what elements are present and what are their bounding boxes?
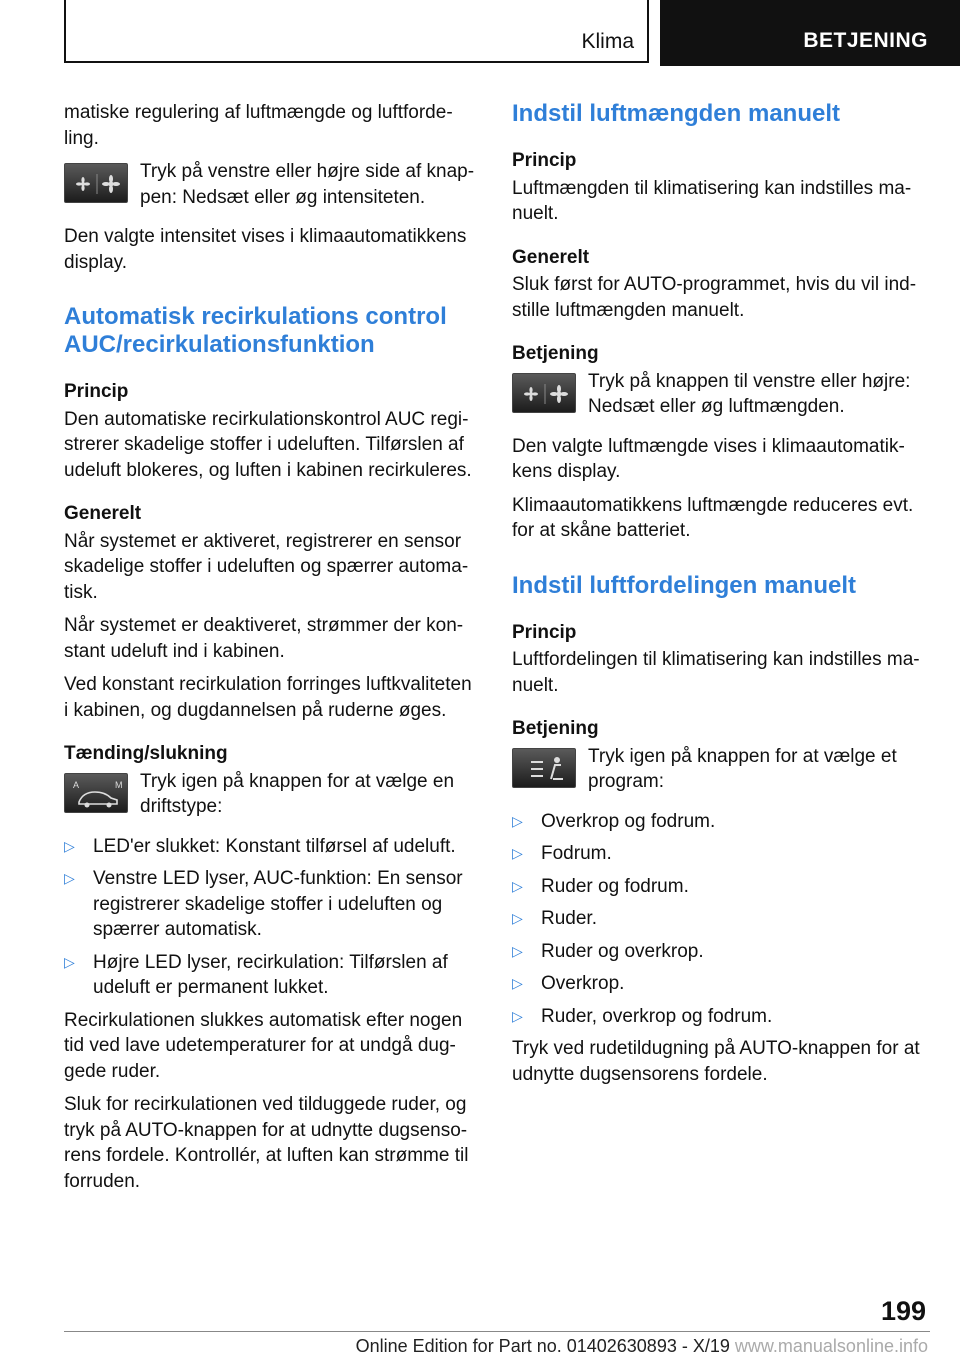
betjening2-text: Tryk igen på knappen for at vælge et program: — [588, 745, 897, 792]
list-item — [512, 841, 930, 867]
triangle-right-outline-icon: ▷ — [512, 942, 523, 959]
fan-button-icon — [64, 163, 128, 203]
auc-recirculation-button-icon — [64, 773, 128, 813]
list-item — [512, 971, 930, 997]
display-text: Den valgte luftmængde vises i klimaautomatik-kens display. — [512, 435, 905, 482]
generelt-paragraph-2: Når systemet er deaktiveret, strømmer der kon-stant udeluft ind i kabinen. — [64, 615, 464, 662]
list-item-text: Overkrop og fodrum. — [541, 810, 716, 832]
triangle-right-outline-icon: ▷ — [512, 910, 523, 926]
heading-luftmaengde: Indstil luftmængden manuelt — [512, 100, 840, 127]
list-item — [64, 834, 476, 860]
princip-text: Luftmængden til klimatisering kan indstilles ma-nuelt. — [512, 177, 912, 224]
mode-list — [64, 834, 476, 1001]
spacer — [64, 491, 476, 501]
triangle-right-outline-icon: ▷ — [64, 953, 75, 970]
svg-text:M: M — [115, 779, 123, 790]
princip2-text: Luftfordelingen til klimatisering kan indstilles ma-nuelt. — [512, 649, 920, 696]
list-item — [512, 939, 930, 965]
list-item — [64, 866, 476, 943]
spacer — [512, 706, 930, 716]
subheading-princip: Princip — [512, 150, 577, 171]
subheading-betjening: Betjening — [512, 718, 599, 739]
list-item — [512, 809, 930, 835]
page-footer — [356, 1336, 928, 1357]
list-item — [512, 1004, 930, 1030]
svg-text:A: A — [73, 779, 80, 790]
subheading-generelt: Generelt — [512, 246, 590, 268]
spacer — [64, 731, 476, 741]
fan-button-icon — [512, 373, 576, 413]
list-item — [512, 906, 930, 932]
air-distribution-button-icon — [512, 748, 576, 788]
after-paragraph-2: Sluk for recirkulationen ved tilduggede ruder, og tryk på AUTO-knappen for at udnytte dugsenso-rens fordele. Kontrollér, at luften kan strømme til forruden. — [64, 1094, 469, 1192]
generelt-text: Sluk først for AUTO-programmet, hvis du vil ind-stille luftmængden manuelt. — [512, 274, 917, 321]
subheading-princip: Princip — [512, 621, 577, 643]
betjening-instruction — [512, 369, 930, 420]
betjening-text: Tryk på knappen til venstre eller højre: Nedsæt eller øg luftmængden. — [588, 370, 911, 417]
subheading-generelt: Generelt — [64, 503, 142, 524]
list-item-text: Ruder og overkrop. — [541, 940, 704, 962]
generelt-paragraph-3: Ved konstant recirkulation forringes luftkvaliteten i kabinen, og dugdannelsen på ruderne øges. — [64, 674, 472, 721]
heading-luftfordeling: Indstil luftfordelingen manuelt — [512, 571, 856, 599]
triangle-right-outline-icon: ▷ — [512, 812, 523, 829]
taending-instruction — [64, 769, 476, 820]
page-header — [0, 0, 960, 66]
list-item-text: Fodrum. — [541, 843, 612, 864]
spacer — [64, 293, 476, 303]
intensity-instruction — [64, 159, 476, 210]
triangle-right-outline-icon: ▷ — [64, 870, 75, 886]
spacer — [512, 552, 930, 562]
triangle-right-outline-icon: ▷ — [512, 1007, 523, 1024]
generelt-paragraph-1: Når systemet er aktiveret, registrerer en sensor skadelige stoffer i udeluften og spærrer automa-tisk. — [64, 530, 469, 603]
subheading-princip: Princip — [64, 381, 129, 402]
heading-auc: Automatisk recirkulations control AUC/recirkulationsfunktion — [64, 303, 447, 358]
edition-text: Online Edition for Part no. 01402630893 - X/19 — [355, 1336, 730, 1356]
intro-text: matiske regulering af luftmængde og luftforde-ling. — [64, 102, 453, 149]
program-list — [512, 809, 930, 1030]
after-paragraph-1: Recirkulationen slukkes automatisk efter nogen tid ved lave udetemperaturer for at undgå dug-gede ruder. — [64, 1009, 463, 1082]
header-section-title: Klima — [581, 30, 634, 53]
intensity-display-text: Den valgte intensitet vises i klimaautomatikkens display. — [64, 226, 467, 273]
subheading-betjening: Betjening — [512, 343, 599, 364]
final-text: Tryk ved rudetildugning på AUTO-knappen for at udnytte dugsensorens fordele. — [512, 1038, 920, 1085]
page-number: 199 — [880, 1296, 926, 1326]
list-item-text: Ruder og fodrum. — [541, 875, 689, 897]
right-column — [512, 100, 930, 1095]
spacer — [512, 235, 930, 245]
triangle-right-outline-icon: ▷ — [64, 837, 75, 854]
list-item-text: Venstre LED lyser, AUC-funktion: En sensor registrerer skadelige stoffer i udeluften og spærrer automatisk. — [93, 868, 463, 940]
list-item-text: Overkrop. — [541, 973, 625, 994]
list-item-text: Ruder, overkrop og fodrum. — [541, 1005, 773, 1027]
princip-text: Den automatiske recirkulationskontrol AUC regi-strerer skadelige stoffer i udeluften. Tilførslen af udeluft blokeres, og luften i kabinen recirkuleres. — [64, 408, 472, 481]
header-chapter-tab — [660, 0, 960, 66]
triangle-right-outline-icon: ▷ — [512, 845, 523, 861]
taending-text: Tryk igen på knappen for at vælge en driftstype: — [140, 770, 455, 817]
spacer — [512, 562, 930, 572]
reduce-text: Klimaautomatikkens luftmængde reduceres evt. for at skåne batteriet. — [512, 494, 914, 541]
intensity-text: Tryk på venstre eller højre side af knap-pen: Nedsæt eller øg intensiteten. — [140, 161, 475, 208]
list-item-text: Ruder. — [541, 908, 597, 929]
list-item — [512, 874, 930, 900]
list-item — [64, 950, 476, 1001]
chapter-label: BETJENING — [803, 29, 928, 52]
list-item-text: Højre LED lyser, recirkulation: Tilførslen af udeluft er permanent lukket. — [93, 951, 448, 998]
spacer — [64, 283, 476, 293]
left-column — [64, 100, 476, 1202]
betjening2-instruction — [512, 744, 930, 795]
triangle-right-outline-icon: ▷ — [512, 975, 523, 991]
footer-divider — [64, 1331, 930, 1332]
subheading-taending: Tænding/slukning — [64, 743, 228, 764]
spacer — [512, 331, 930, 341]
watermark-text: www.manualsonline.info — [734, 1336, 928, 1356]
list-item-text: LED'er slukket: Konstant tilførsel af udeluft. — [93, 835, 456, 857]
triangle-right-outline-icon: ▷ — [512, 877, 523, 894]
